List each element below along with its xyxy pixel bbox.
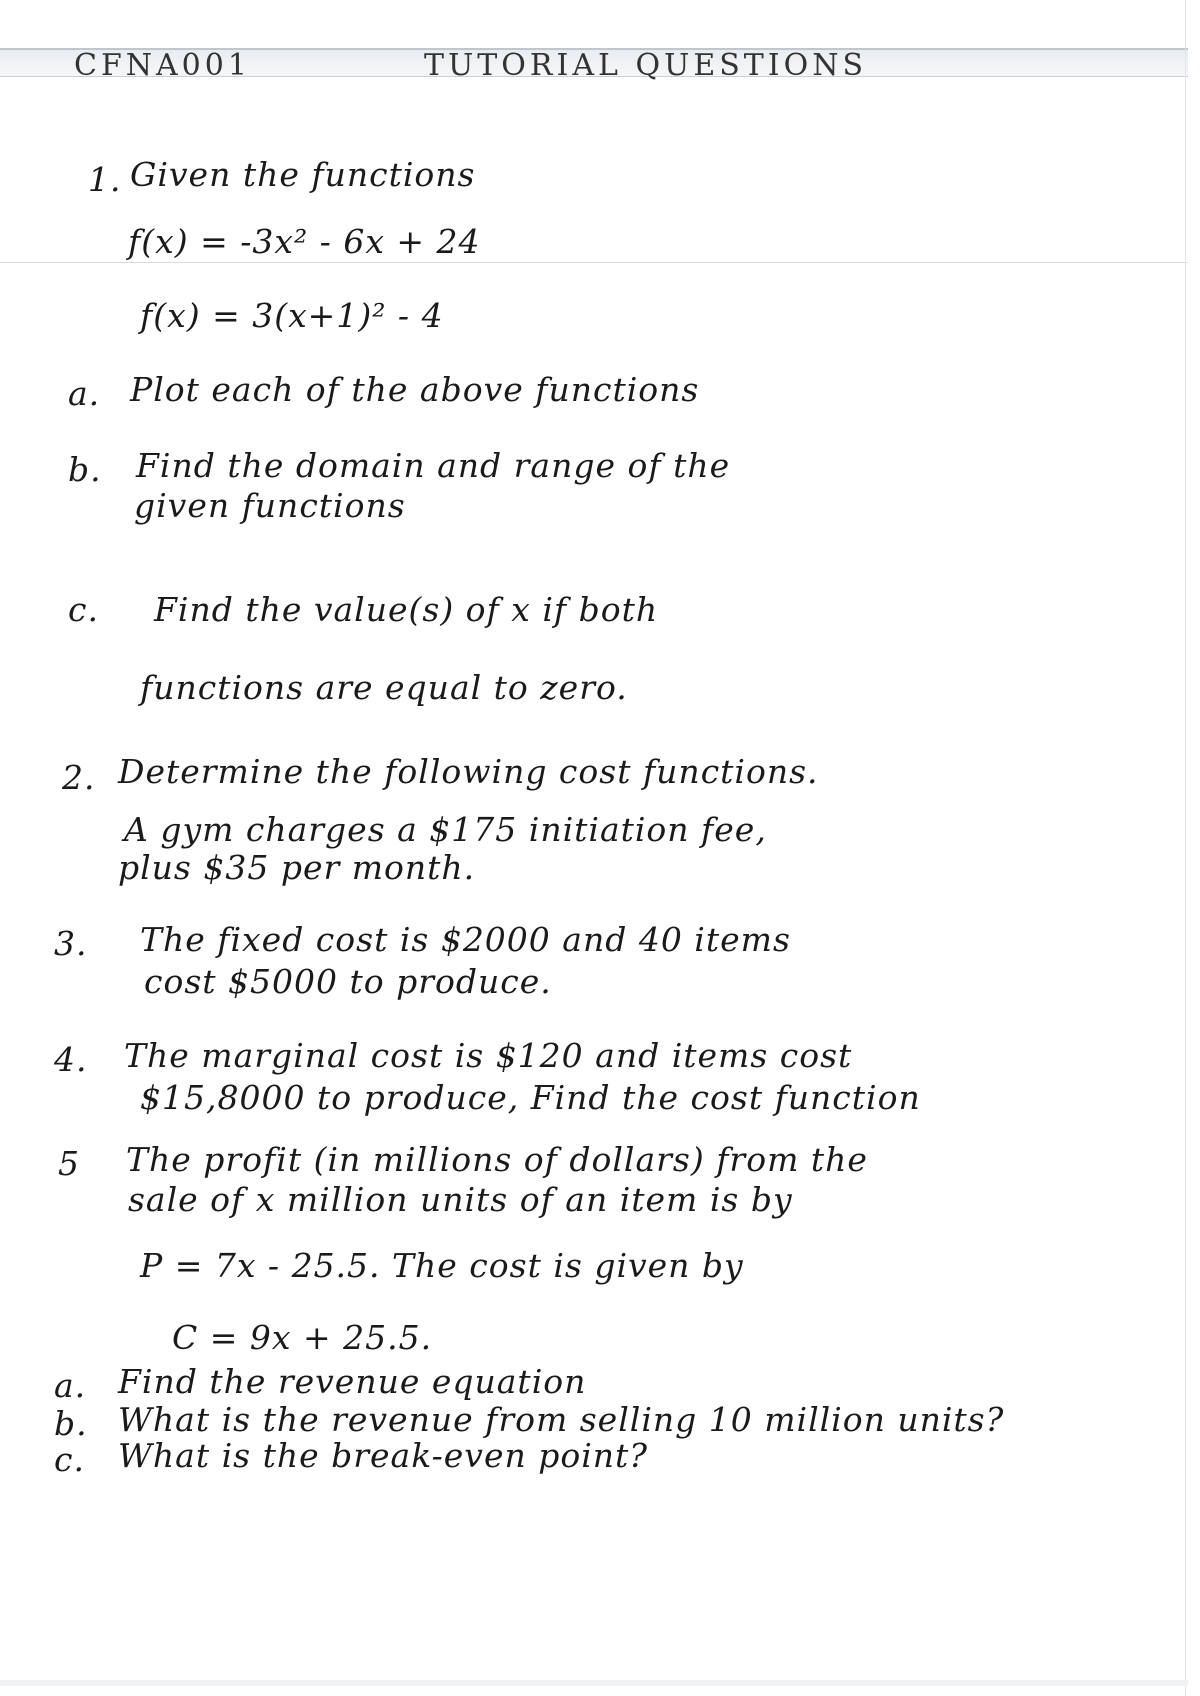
- q5-number: 5: [58, 1144, 80, 1183]
- q5a-label: a.: [54, 1366, 87, 1405]
- q5-line2: sale of x million units of an item is by: [128, 1180, 793, 1219]
- q4-number: 4.: [54, 1040, 88, 1079]
- q5a-text: Find the revenue equation: [118, 1362, 587, 1401]
- page-edge: [1185, 0, 1186, 1696]
- q5-cost-equation: C = 9x + 25.5.: [172, 1318, 433, 1357]
- q1a-text: Plot each of the above functions: [130, 370, 700, 409]
- q1b-text-line2: given functions: [134, 486, 406, 525]
- q2-line2: A gym charges a $175 initiation fee,: [124, 810, 767, 849]
- q2-line1: Determine the following cost functions.: [118, 752, 819, 791]
- q3-line2: cost $5000 to produce.: [144, 962, 552, 1001]
- q5c-label: c.: [54, 1440, 85, 1479]
- q5c-text: What is the break-even point?: [118, 1436, 648, 1475]
- q1c-text-line2: functions are equal to zero.: [140, 668, 628, 707]
- q1c-text-line1: Find the value(s) of x if both: [154, 590, 659, 629]
- q5b-label: b.: [54, 1404, 88, 1443]
- q1b-label: b.: [68, 450, 102, 489]
- q1c-label: c.: [68, 590, 99, 629]
- q1-number: 1.: [88, 160, 122, 199]
- q5-profit-equation: P = 7x - 25.5. The cost is given by: [140, 1246, 744, 1285]
- q2-number: 2.: [62, 758, 96, 797]
- course-code: CFNA001: [74, 48, 251, 83]
- q4-line2: $15,8000 to produce, Find the cost function: [140, 1078, 921, 1117]
- q1a-label: a.: [68, 374, 101, 413]
- q1b-text-line1: Find the domain and range of the: [136, 446, 731, 485]
- q4-line1: The marginal cost is $120 and items cost: [124, 1036, 853, 1075]
- q5-line1: The profit (in millions of dollars) from the: [126, 1140, 868, 1179]
- q3-number: 3.: [54, 924, 88, 963]
- q1-intro: Given the functions: [130, 155, 476, 194]
- q5b-text: What is the revenue from selling 10 million units?: [118, 1400, 1005, 1439]
- q3-line1: The fixed cost is $2000 and 40 items: [140, 920, 791, 959]
- q2-line3: plus $35 per month.: [118, 848, 476, 887]
- footer-band: [0, 1680, 1188, 1686]
- sheet-title: TUTORIAL QUESTIONS: [424, 48, 868, 83]
- q1-function-2: f(x) = 3(x+1)² - 4: [140, 296, 444, 335]
- q1-function-1: f(x) = -3x² - 6x + 24: [128, 222, 481, 261]
- ruled-line: [0, 262, 1188, 263]
